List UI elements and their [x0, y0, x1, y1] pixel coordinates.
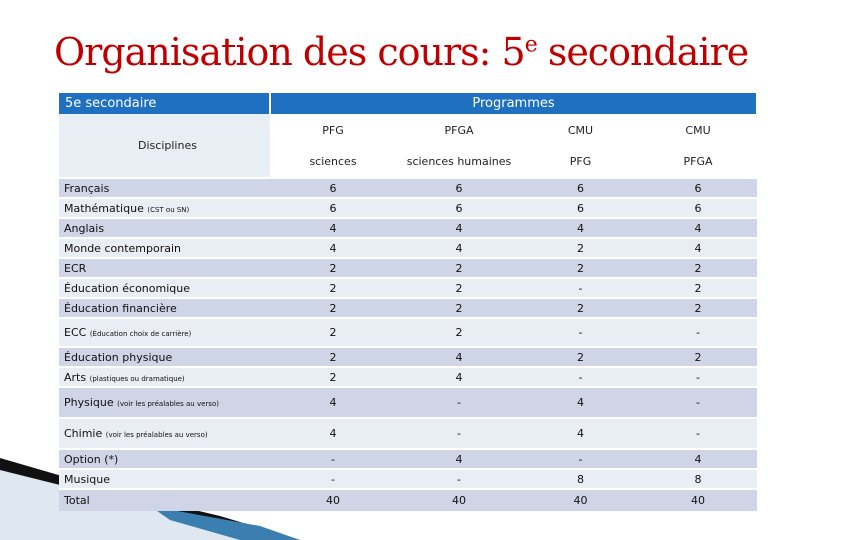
- discipline-cell: [59, 198, 270, 218]
- hours-cell: 2: [522, 258, 639, 278]
- table-row: [59, 238, 757, 258]
- discipline-cell: [59, 258, 270, 278]
- hours-cell: 4: [396, 367, 522, 387]
- hours-cell: -: [270, 449, 396, 469]
- discipline-name: Français: [64, 181, 110, 195]
- table-body: [59, 178, 757, 511]
- hours-cell: 2: [396, 298, 522, 318]
- hours-cell: 4: [270, 387, 396, 418]
- hours-cell: 4: [396, 218, 522, 238]
- discipline-name: Chimie: [64, 427, 103, 440]
- hours-cell: -: [522, 449, 639, 469]
- title-superscript: e: [524, 32, 537, 58]
- table-row: [59, 347, 757, 367]
- discipline-name: Arts: [64, 370, 87, 384]
- discipline-cell: [59, 469, 270, 489]
- hours-cell: 4: [396, 238, 522, 258]
- program-name: PFG: [322, 123, 344, 137]
- hours-cell: 40: [522, 489, 639, 511]
- hours-cell: 4: [522, 218, 639, 238]
- discipline-name: Total: [64, 494, 90, 507]
- hours-cell: 2: [396, 258, 522, 278]
- discipline-name: ECC: [64, 326, 87, 339]
- hours-cell: 6: [522, 178, 639, 198]
- hours-cell: -: [639, 318, 757, 347]
- program-detail: PFGA: [683, 155, 713, 168]
- hours-cell: 6: [396, 198, 522, 218]
- discipline-name: Éducation économique: [64, 281, 191, 295]
- hours-cell: 2: [270, 347, 396, 367]
- hours-cell: 4: [522, 418, 639, 449]
- discipline-cell: [59, 298, 270, 318]
- discipline-note: (CST ou SN): [147, 205, 190, 214]
- title-main: Organisation des cours: 5: [54, 30, 525, 74]
- program-detail: sciences humaines: [406, 155, 512, 168]
- hours-cell: 4: [270, 238, 396, 258]
- header-level: 5e secondaire: [59, 93, 270, 114]
- hours-cell: 6: [639, 198, 757, 218]
- hours-cell: -: [522, 318, 639, 347]
- discipline-name: Anglais: [64, 221, 105, 235]
- hours-cell: 6: [270, 178, 396, 198]
- table-row: [59, 198, 757, 218]
- hours-cell: -: [639, 418, 757, 449]
- hours-cell: -: [270, 469, 396, 489]
- hours-cell: 4: [639, 449, 757, 469]
- hours-cell: 2: [396, 278, 522, 298]
- discipline-note: (voir les préalables au verso): [117, 400, 219, 408]
- hours-cell: 2: [639, 278, 757, 298]
- discipline-cell: [59, 489, 270, 511]
- program-row-1: [59, 114, 757, 146]
- hours-cell: -: [639, 367, 757, 387]
- hours-cell: 2: [639, 298, 757, 318]
- disciplines-label: Disciplines: [59, 114, 270, 178]
- title-rest: secondaire: [536, 30, 749, 74]
- table-row: [59, 387, 757, 418]
- hours-cell: 2: [639, 347, 757, 367]
- discipline-name: ECR: [64, 261, 87, 275]
- program-detail: PFG: [569, 155, 592, 168]
- hours-cell: -: [639, 387, 757, 418]
- table-row: [59, 367, 757, 387]
- discipline-cell: [59, 387, 270, 418]
- hours-cell: 8: [639, 469, 757, 489]
- table-row: [59, 218, 757, 238]
- discipline-cell: [59, 318, 270, 347]
- hours-cell: 2: [396, 318, 522, 347]
- discipline-cell: [59, 449, 270, 469]
- hours-cell: 2: [522, 298, 639, 318]
- discipline-name: Option (*): [64, 452, 119, 466]
- hours-cell: -: [522, 367, 639, 387]
- discipline-cell: [59, 278, 270, 298]
- table-row: [59, 258, 757, 278]
- hours-cell: 2: [270, 258, 396, 278]
- discipline-note: (Éducation choix de carrière): [89, 330, 192, 338]
- hours-cell: 4: [639, 218, 757, 238]
- discipline-name: Musique: [64, 472, 110, 486]
- hours-cell: -: [396, 469, 522, 489]
- hours-cell: 2: [270, 367, 396, 387]
- hours-cell: 4: [522, 387, 639, 418]
- hours-cell: 8: [522, 469, 639, 489]
- discipline-name: Éducation financière: [64, 301, 177, 315]
- table-row: [59, 178, 757, 198]
- hours-cell: 2: [522, 347, 639, 367]
- discipline-name: Mathématique: [64, 201, 144, 215]
- table-row: [59, 318, 757, 347]
- hours-cell: 4: [396, 347, 522, 367]
- hours-cell: 2: [639, 258, 757, 278]
- hours-cell: 2: [522, 238, 639, 258]
- hours-cell: -: [396, 418, 522, 449]
- discipline-cell: [59, 218, 270, 238]
- discipline-cell: [59, 238, 270, 258]
- course-table: [59, 93, 758, 511]
- program-name: PFGA: [444, 123, 474, 137]
- hours-cell: 2: [270, 318, 396, 347]
- page-title: [54, 30, 748, 74]
- hours-cell: 6: [270, 198, 396, 218]
- header-row: [59, 93, 757, 114]
- discipline-name: Monde contemporain: [64, 241, 181, 255]
- discipline-note: (voir les préalables au verso): [105, 431, 208, 439]
- discipline-name: Physique: [64, 396, 114, 409]
- hours-cell: 40: [396, 489, 522, 511]
- program-name: CMU: [685, 123, 711, 137]
- hours-cell: 4: [639, 238, 757, 258]
- discipline-cell: [59, 347, 270, 367]
- hours-cell: 40: [639, 489, 757, 511]
- discipline-cell: [59, 418, 270, 449]
- hours-cell: -: [396, 387, 522, 418]
- hours-cell: 4: [396, 449, 522, 469]
- hours-cell: 2: [270, 298, 396, 318]
- table-row: [59, 298, 757, 318]
- hours-cell: 4: [270, 218, 396, 238]
- hours-cell: 40: [270, 489, 396, 511]
- table-row: [59, 278, 757, 298]
- program-detail: sciences: [309, 155, 357, 168]
- table-row: [59, 489, 757, 511]
- discipline-note: (plastiques ou dramatique): [89, 374, 185, 383]
- discipline-cell: [59, 178, 270, 198]
- hours-cell: 6: [522, 198, 639, 218]
- hours-cell: 6: [396, 178, 522, 198]
- program-name: CMU: [567, 123, 594, 137]
- hours-cell: 4: [270, 418, 396, 449]
- discipline-name: Éducation physique: [64, 350, 173, 364]
- hours-cell: 2: [270, 278, 396, 298]
- hours-cell: 6: [639, 178, 757, 198]
- discipline-cell: [59, 367, 270, 387]
- table-row: [59, 418, 757, 449]
- header-programs: Programmes: [270, 93, 757, 114]
- hours-cell: -: [522, 278, 639, 298]
- table-row: [59, 449, 757, 469]
- table-row: [59, 469, 757, 489]
